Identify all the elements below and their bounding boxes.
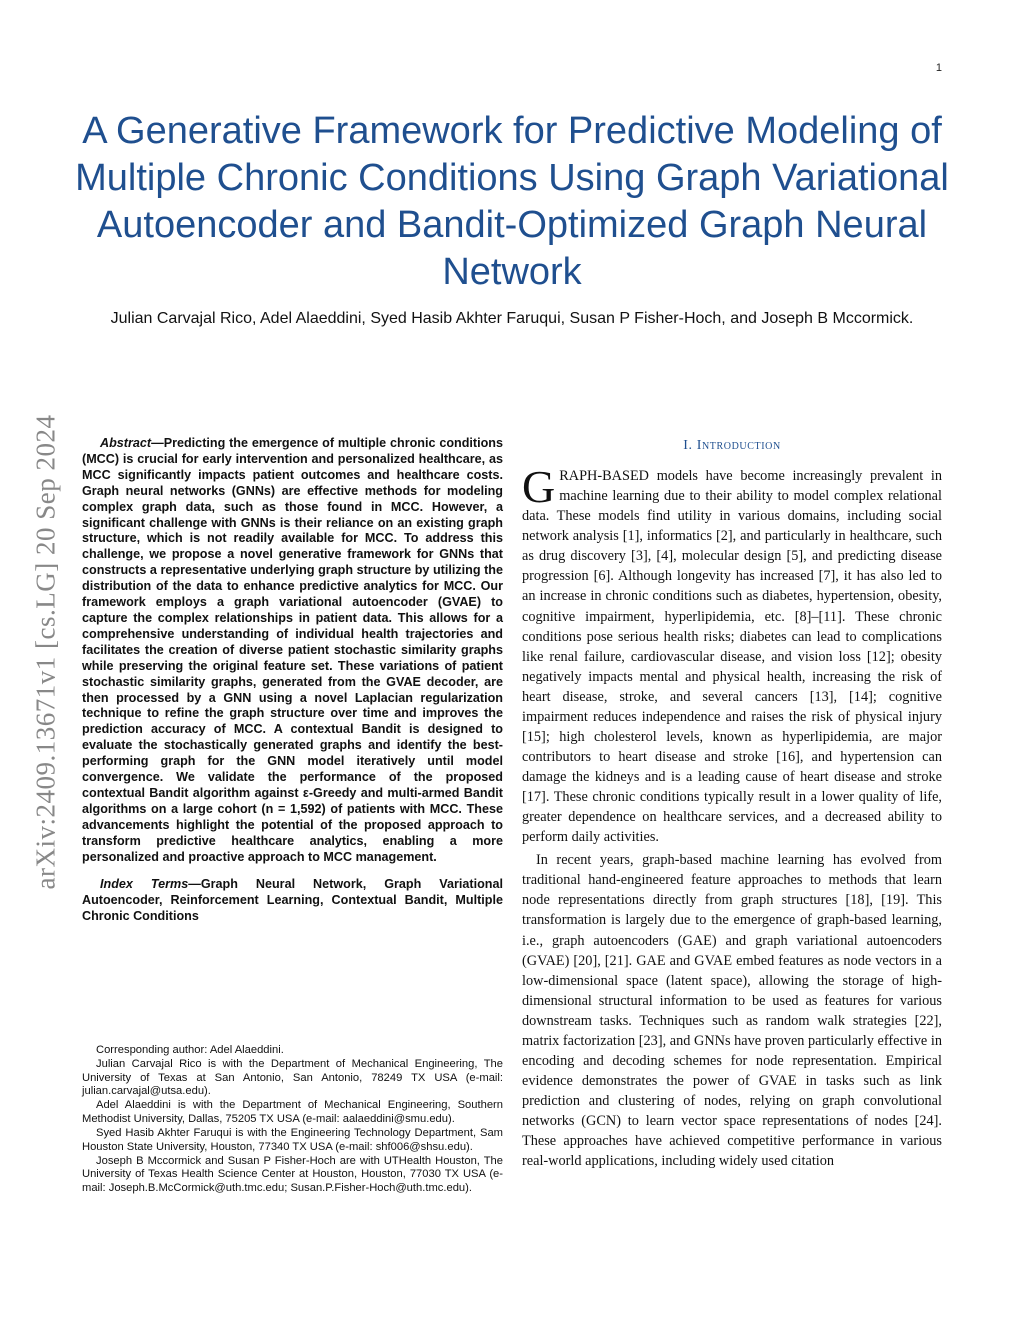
index-terms-text: Graph Neural Network, Graph Variational Autoencoder, Reinforcement Learning, Contextual Bandit, Multiple Chronic Conditions	[82, 877, 503, 924]
abstract-text: Predicting the emergence of multiple chronic conditions (MCC) is crucial for early intervention and personalized healthcare, as MCC significantly impacts patient outcomes and healthcare costs. Graph neural networks (GNNs) are effective methods for modeling complex graph data, such as those found in MCC. However, a significant challenge with GNNs is their reliance on an existing graph structure, which is not readily available for MCC. To address this challenge, we propose a novel generative framework for GNNs that constructs a representative underlying graph structure by utilizing the distribution of the data to enhance predictive analytics for MCC. Our framework employs a graph variational autoencoder (GVAE) to capture the complex relationships in patient data. This allows for a comprehensive understanding of individual health trajectories and facilitates the creation of diverse patient stochastic similarity graphs while preserving the original feature set. These variations of patient stochastic similarity graphs, generated from the GVAE decoder, are then processed by a GNN using a novel Laplacian regularization technique to refine the graph structure over time and improves the prediction accuracy of MCC. A contextual Bandit is designed to evaluate the stochastically generated graphs and identify the best-performing graph for the GNN model iteratively until model convergence. We validate the performance of the proposed contextual Bandit algorithm against ε-Greedy and multi-armed Bandit algorithms on a large cohort (n = 1,592) of patients with MCC. These advancements highlight the potential of the proposed approach to transform predictive healthcare analytics, enabling a more personalized and proactive approach to MCC management.	[82, 436, 503, 864]
footnote-affiliation: Julian Carvajal Rico is with the Department of Mechanical Engineering, The University of Texas at San Antonio, San Antonio, 78249 TX USA (e-mail: julian.carvajal@utsa.edu).	[82, 1058, 503, 1098]
author-list: Julian Carvajal Rico, Adel Alaeddini, Syed Hasib Akhter Faruqui, Susan P Fisher-Hoch, and Joseph B Mccormick.	[110, 310, 914, 327]
footnote-corresponding-author: Corresponding author: Adel Alaeddini.	[96, 1044, 284, 1056]
arxiv-stamp	[0, 0, 80, 1325]
index-terms-label: Index Terms	[100, 877, 189, 892]
right-column	[522, 436, 942, 1171]
author-footnotes	[82, 1044, 503, 1196]
footnote-affiliation: Joseph B Mccormick and Susan P Fisher-Hoch are with UTHealth Houston, The University of Texas Health Science Center at Houston, Houston, 77030 TX USA (e-mail: Joseph.B.McCormick@uth.tmc.edu; Susan.P.Fisher-Hoch@uth.tmc.edu).	[82, 1154, 503, 1194]
paper-title: A Generative Framework for Predictive Modeling of Multiple Chronic Conditions Using Graph Variational Autoencoder and Bandit-Optimized Graph Neural Network	[75, 110, 949, 293]
section-number: I.	[683, 438, 693, 453]
index-terms	[82, 877, 503, 925]
arxiv-identifier: arXiv:2409.13671v1 [cs.LG] 20 Sep 2024	[30, 414, 61, 890]
abstract-dash: —	[151, 436, 164, 450]
intro-paragraph-1	[522, 461, 942, 847]
left-column	[82, 436, 503, 925]
footnote-affiliation: Syed Hasib Akhter Faruqui is with the Engineering Technology Department, Sam Houston State University, Houston, 77340 TX USA (e-mail: shf006@shsu.edu).	[82, 1127, 503, 1153]
abstract-label: Abstract	[100, 436, 152, 450]
page-number: 1	[935, 62, 942, 74]
intro-paragraph-2: In recent years, graph-based machine learning has evolved from traditional hand-engineered feature approaches to methods that learn node representations directly from graph structures [18], [19]. This transformation is largely due to the emergence of graph-based learning, i.e., graph autoencoders (GAE) and graph variational autoencoders (GVAE) [20], [21]. GAE and GVAE embed features as node vectors in a low-dimensional space (latent space), allowing the storage of high-dimensional structural information to be used as features for various downstream tasks. Techniques such as random walk strategies [22], matrix factorization [23], and GNNs have proven particularly effective in encoding and decoding schemes for node representation. Empirical evidence demonstrates the power of GVAE in tasks such as link prediction and clustering of nodes, relying on graph convolutional networks (GCN) to learn vector space representations of nodes [24]. These approaches have achieved competitive performance in various real-world applications, including widely used citation	[522, 852, 942, 1170]
abstract	[82, 436, 503, 865]
footnote-affiliation: Adel Alaeddini is with the Department of Mechanical Engineering, Southern Methodist University, Dallas, 75205 TX USA (e-mail: aalaeddini@smu.edu).	[82, 1099, 503, 1125]
first-word: RAPH-BASED	[559, 468, 650, 485]
intro-paragraph-1-text: models have become increasingly prevalent in machine learning due to their ability to model complex relational data. These models find utility in various domains, including social network analysis [1], informatics [2], and particularly in healthcare, such as drug discovery [3], [4], molecular design [5], and predicting disease progression [6]. Although longevity has increased [7], it has also led to an increase in chronic conditions such as diabetes, hypertension, obesity, cognitive impairment, hyperlipidemia, etc. [8]–[11]. These chronic conditions pose serious health risks; diabetes can lead to complications like renal failure, cardiovascular disease, and vision loss [12]; obesity negatively impacts mental and physical health, increasing the risk of heart disease, stroke, and several cancers [13], [14]; cognitive impairment reduces independence and raises the risk of physical injury [15]; high cholesterol levels, known as hyperlipidemia, are major contributors to heart disease and stroke [16], and hypertension can damage the kidneys and is a leading cause of heart disease and stroke [17]. These chronic conditions typically result in a lower quality of life, greater dependence on healthcare services, and a decreased ability to perform daily activities.	[522, 468, 942, 846]
drop-cap: G	[522, 461, 556, 513]
section-title: Introduction	[696, 438, 781, 453]
index-terms-dash: —	[188, 877, 201, 892]
section-heading-introduction	[522, 436, 942, 456]
